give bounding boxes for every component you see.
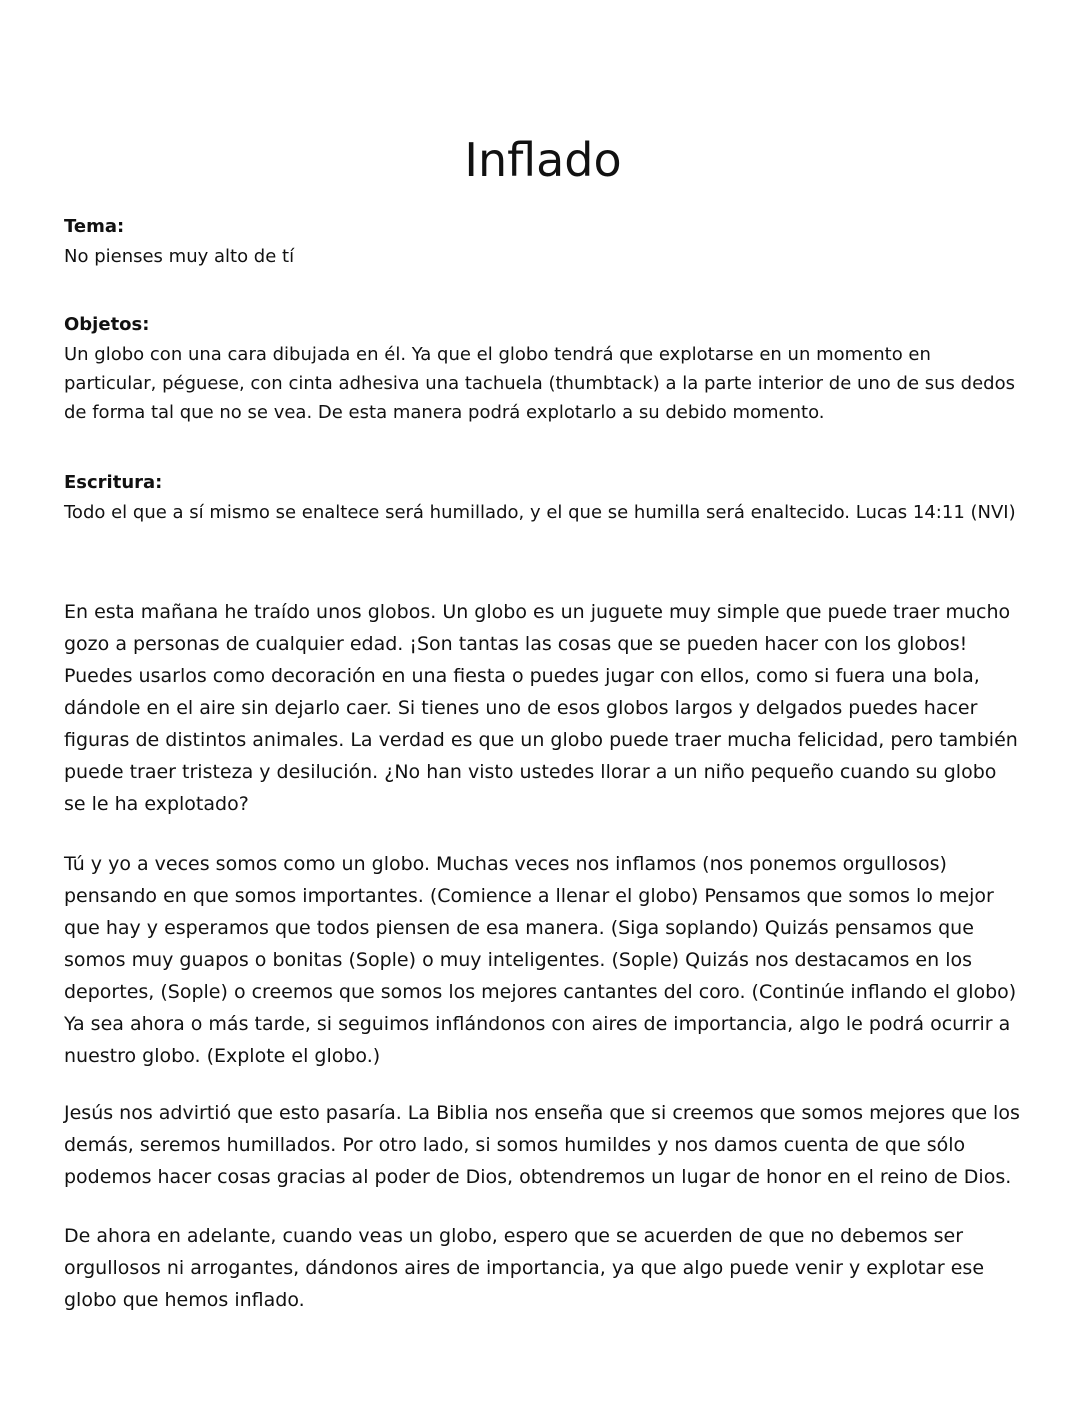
body-paragraph-3: Jesús nos advirtió que esto pasaría. La Biblia nos enseña que si creemos que somos mejores que los demás, seremos humillados. Por otro lado, si somos humildes y nos damos cuenta de que sólo podemos hacer cosas gracias al poder de Dios, obtendremos un lugar de honor en el reino de Dios. <box>64 1102 1020 1188</box>
escritura-text: Todo el que a sí mismo se enaltece será humillado, y el que se humilla será enaltecido. Lucas 14:11 (NVI) <box>64 502 1016 523</box>
escritura-label: Escritura: <box>64 472 163 493</box>
tema-section <box>64 212 1024 271</box>
tema-label: Tema: <box>64 216 125 237</box>
tema-text: No pienses muy alto de tí <box>64 246 295 267</box>
objetos-label: Objetos: <box>64 314 150 335</box>
objetos-section <box>64 310 1024 427</box>
body-paragraph-1: En esta mañana he traído unos globos. Un globo es un juguete muy simple que puede traer mucho gozo a personas de cualquier edad. ¡Son tantas las cosas que se pueden hacer con los globos! Puedes usarlos como decoración en una fiesta o puedes jugar con ellos, como si fuera una bola, dándole en el aire sin dejarlo caer. Si tienes uno de esos globos largos y delgados puedes hacer figuras de distintos animales. La verdad es que un globo puede traer mucha felicidad, pero también puede traer tristeza y desilución. ¿No han visto ustedes llorar a un niño pequeño cuando su globo se le ha explotado? <box>64 601 1018 815</box>
page-title: Inflado <box>464 133 622 187</box>
body-paragraph-2: Tú y yo a veces somos como un globo. Muchas veces nos inflamos (nos ponemos orgullosos) pensando en que somos importantes. (Comience a llenar el globo) Pensamos que somos lo mejor que hay y esperamos que todos piensen de esa manera. (Siga soplando) Quizás pensamos que somos muy guapos o bonitas (Sople) o muy inteligentes. (Sople) Quizás nos destacamos en los deportes, (Sople) o creemos que somos los mejores cantantes del coro. (Continúe inflando el globo) Ya sea ahora o más tarde, si seguimos inflándonos con aires de importancia, algo le podrá ocurrir a nuestro globo. (Explote el globo.) <box>64 853 1017 1067</box>
escritura-section <box>64 468 1024 527</box>
body-paragraph-4: De ahora en adelante, cuando veas un globo, espero que se acuerden de que no debemos ser orgullosos ni arrogantes, dándonos aires de importancia, ya que algo puede venir y explotar ese globo que hemos inflado. <box>64 1225 985 1311</box>
objetos-text: Un globo con una cara dibujada en él. Ya que el globo tendrá que explotarse en un momento en particular, péguese, con cinta adhesiva una tachuela (thumbtack) a la parte interior de uno de sus dedos de forma tal que no se vea. De esta manera podrá explotarlo a su debido momento. <box>64 344 1015 423</box>
